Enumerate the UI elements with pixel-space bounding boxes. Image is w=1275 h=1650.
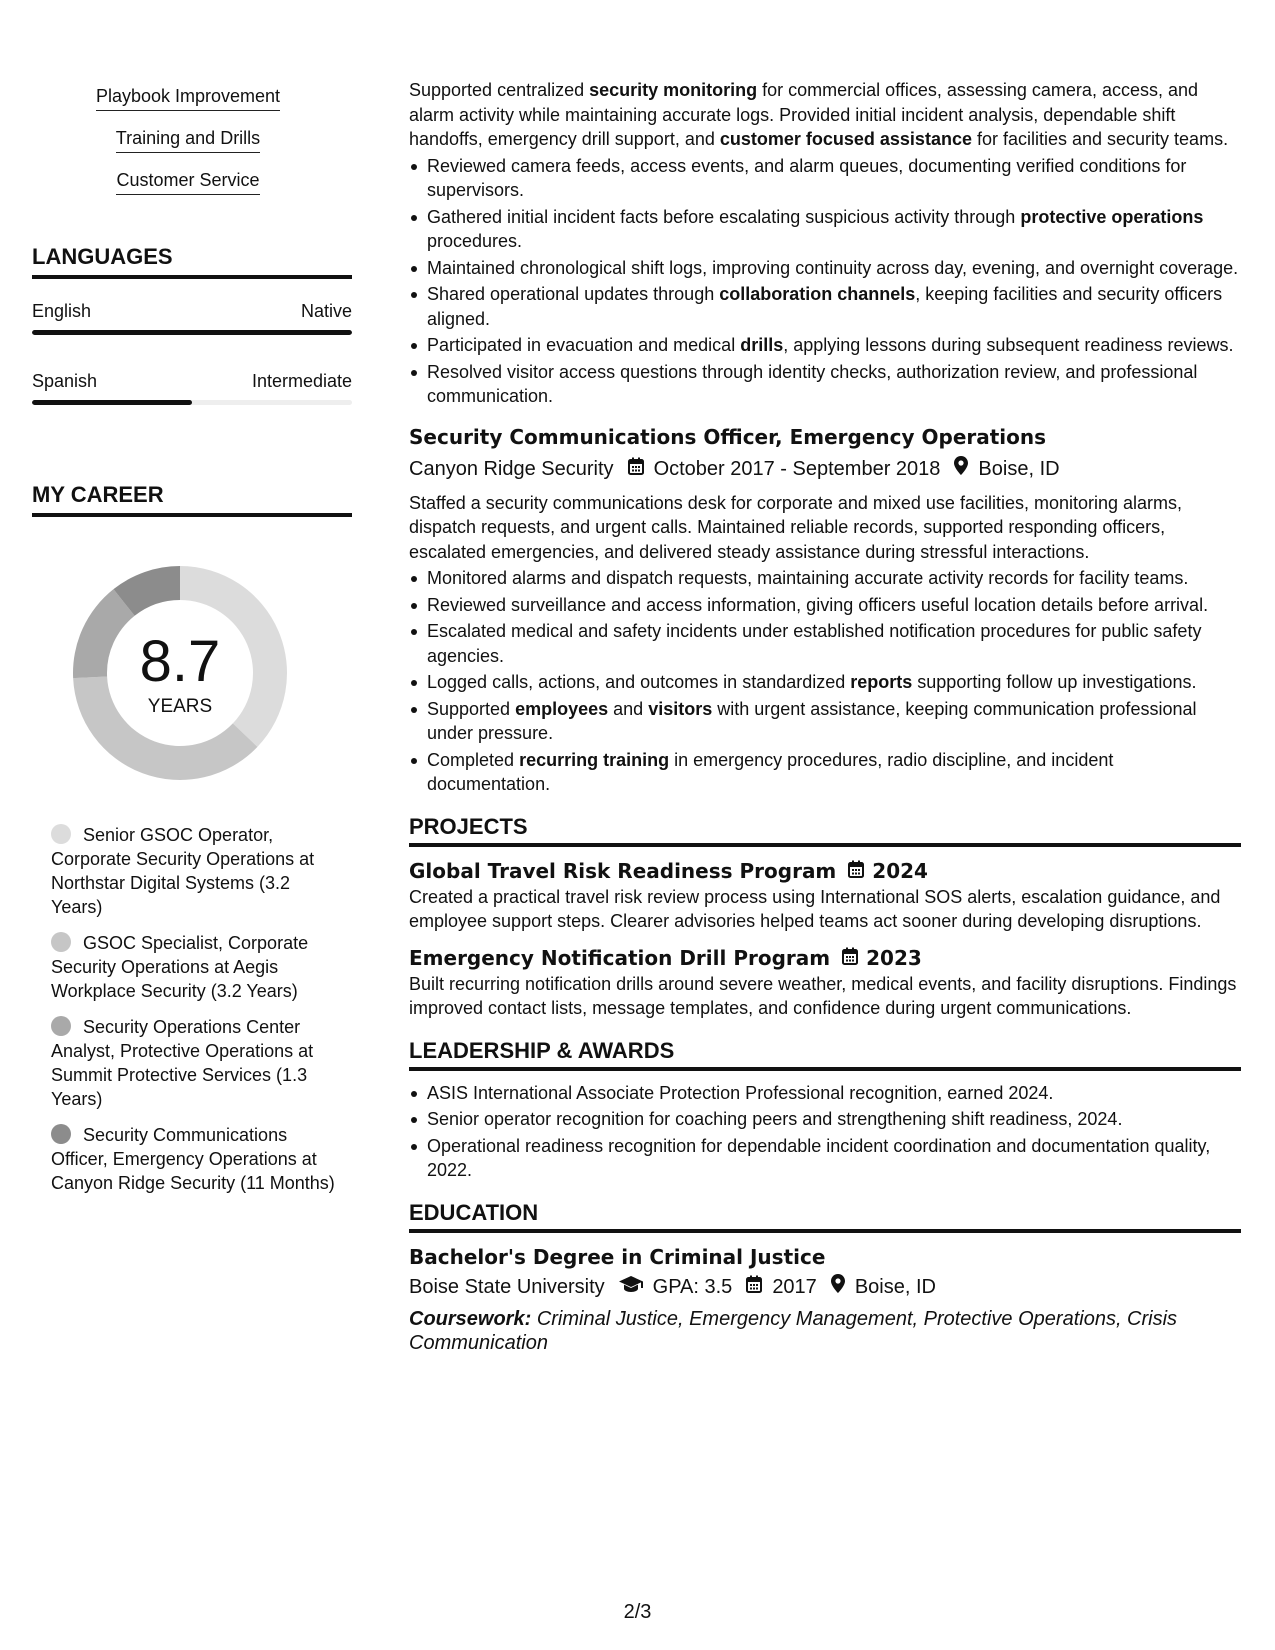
- bullet-item: Completed recurring training in emergency procedures, radio discipline, and incident documentation.: [409, 748, 1241, 797]
- calendar-icon: [848, 857, 864, 885]
- language-proficiency-bar: [32, 400, 352, 405]
- sidebar: [32, 84, 352, 1207]
- language-proficiency-fill: [32, 330, 352, 335]
- language-proficiency-bar: [32, 330, 352, 335]
- legend-dot: [51, 1016, 71, 1036]
- job-meta: [409, 455, 1241, 483]
- bullet-item: Supported employees and visitors with urgent assistance, keeping communication professional under pressure.: [409, 697, 1241, 746]
- skill-tag: Playbook Improvement: [96, 84, 280, 111]
- career-total: 8.7: [139, 629, 221, 694]
- career-item-text: Security Operations Center Analyst, Protective Operations at Summit Protective Services (1.3 Years): [51, 1017, 314, 1109]
- languages-heading: LANGUAGES: [32, 243, 352, 279]
- bullet-item: Escalated medical and safety incidents under established notification procedures for public safety agencies.: [409, 619, 1241, 668]
- education-meta: [409, 1273, 1241, 1301]
- career-item-text: GSOC Specialist, Corporate Security Operations at Aegis Workplace Security (3.2 Years): [51, 933, 309, 1001]
- prev-job-summary: Supported centralized security monitoring for commercial offices, assessing camera, access, and alarm activity while maintaining accurate logs. Provided initial incident analysis, dependable shift handoffs, emergency drill support, and customer focused assistance for facilities and security teams.: [409, 80, 1229, 149]
- career-item: [51, 931, 341, 1003]
- job-dates: October 2017 - September 2018: [653, 457, 941, 480]
- gpa: GPA: 3.5: [652, 1275, 733, 1298]
- coursework-label: Coursework:: [409, 1307, 532, 1330]
- bullet-item: Shared operational updates through collaboration channels, keeping facilities and security officers aligned.: [409, 282, 1241, 331]
- career-item: [51, 823, 341, 919]
- project-description: Built recurring notification drills around severe weather, medical events, and facility disruptions. Findings improved contact lists, message templates, and confidence during urgent communications.: [409, 973, 1237, 1018]
- graduation-year: 2017: [772, 1275, 817, 1298]
- location-pin-icon: [831, 1273, 845, 1301]
- project-title: Global Travel Risk Readiness Program: [409, 858, 837, 883]
- award-item: Operational readiness recognition for dependable incident coordination and documentation quality, 2022.: [409, 1134, 1241, 1183]
- education-heading: EDUCATION: [409, 1199, 1241, 1233]
- bullet-item: Reviewed surveillance and access information, giving officers useful location details before arrival.: [409, 593, 1241, 618]
- legend-dot: [51, 932, 71, 952]
- job-summary: Staffed a security communications desk for corporate and mixed use facilities, monitoring alarms, dispatch requests, and urgent calls. Maintained reliable records, supported responding officers, escalated emergencies, and delivered steady assistance during stressful interactions.: [409, 492, 1183, 562]
- award-item: Senior operator recognition for coaching peers and strengthening shift readiness, 2024.: [409, 1107, 1241, 1132]
- degree-name: Bachelor's Degree in Criminal Justice: [409, 1244, 826, 1269]
- skill-tags: [24, 84, 352, 195]
- language-name: Spanish: [32, 371, 98, 391]
- career-item-text: Senior GSOC Operator, Corporate Security Operations at Northstar Digital Systems (3.2 Years): [51, 825, 315, 917]
- degree-title: [409, 1243, 1241, 1271]
- bullet-item: Reviewed camera feeds, access events, and alarm queues, documenting verified conditions for supervisors.: [409, 154, 1241, 203]
- prev-job-bullets: [409, 154, 1241, 409]
- career-heading: MY CAREER: [32, 481, 352, 517]
- awards-heading: LEADERSHIP & AWARDS: [409, 1037, 1241, 1071]
- project-year: 2024: [872, 858, 928, 883]
- graduation-cap-icon: [619, 1273, 643, 1301]
- project-item: [409, 944, 1241, 1021]
- bullet-item: Maintained chronological shift logs, improving continuity across day, evening, and overnight coverage.: [409, 256, 1241, 281]
- location-pin-icon: [954, 455, 968, 483]
- language-english: [32, 299, 352, 335]
- coursework-list: Criminal Justice, Emergency Management, Protective Operations, Crisis Communication: [409, 1307, 1178, 1354]
- language-level: Intermediate: [251, 371, 352, 391]
- language-level: Native: [300, 301, 352, 321]
- bullet-item: Logged calls, actions, and outcomes in standardized reports supporting follow up investigations.: [409, 670, 1241, 695]
- project-title: Emergency Notification Drill Program: [409, 945, 831, 970]
- job-title: Security Communications Officer, Emergency Operations: [409, 424, 1047, 449]
- career-item: [51, 1015, 341, 1111]
- bullet-item: Resolved visitor access questions through identity checks, authorization review, and professional communication.: [409, 360, 1241, 409]
- career-item: [51, 1123, 341, 1195]
- calendar-icon: [842, 944, 858, 972]
- projects-heading: PROJECTS: [409, 813, 1241, 847]
- skill-tag: Training and Drills: [116, 126, 260, 153]
- language-spanish: [32, 369, 352, 405]
- project-year: 2023: [866, 945, 922, 970]
- calendar-icon: [746, 1273, 762, 1301]
- award-item: ASIS International Associate Protection Professional recognition, earned 2024.: [409, 1081, 1241, 1106]
- job-bullets: [409, 566, 1241, 797]
- bullet-item: Gathered initial incident facts before escalating suspicious activity through protective operations procedures.: [409, 205, 1241, 254]
- school-name: Boise State University: [409, 1275, 605, 1298]
- job-location: Boise, ID: [978, 457, 1060, 480]
- legend-dot: [51, 1124, 71, 1144]
- company-name: Canyon Ridge Security: [409, 457, 614, 480]
- awards-list: [409, 1081, 1241, 1183]
- bullet-item: Monitored alarms and dispatch requests, maintaining accurate activity records for facility teams.: [409, 566, 1241, 591]
- page-number: 2/3: [623, 1601, 652, 1623]
- career-unit: YEARS: [147, 696, 213, 717]
- career-item-text: Security Communications Officer, Emergency Operations at Canyon Ridge Security (11 Months): [51, 1125, 335, 1193]
- main-content: [409, 78, 1241, 1355]
- coursework: [409, 1307, 1241, 1355]
- legend-dot: [51, 824, 71, 844]
- bullet-item: Participated in evacuation and medical drills, applying lessons during subsequent readiness reviews.: [409, 333, 1241, 358]
- project-item: [409, 857, 1241, 934]
- language-name: English: [32, 301, 92, 321]
- career-legend: [51, 823, 341, 1195]
- project-description: Created a practical travel risk review process using International SOS alerts, escalation guidance, and employee support steps. Clearer advisories helped teams act sooner during developing disruptions.: [409, 886, 1221, 931]
- skill-tag: Customer Service: [116, 168, 259, 195]
- language-proficiency-fill: [32, 400, 192, 405]
- school-location: Boise, ID: [854, 1275, 936, 1298]
- career-donut-chart: [66, 559, 294, 787]
- calendar-icon: [628, 455, 644, 483]
